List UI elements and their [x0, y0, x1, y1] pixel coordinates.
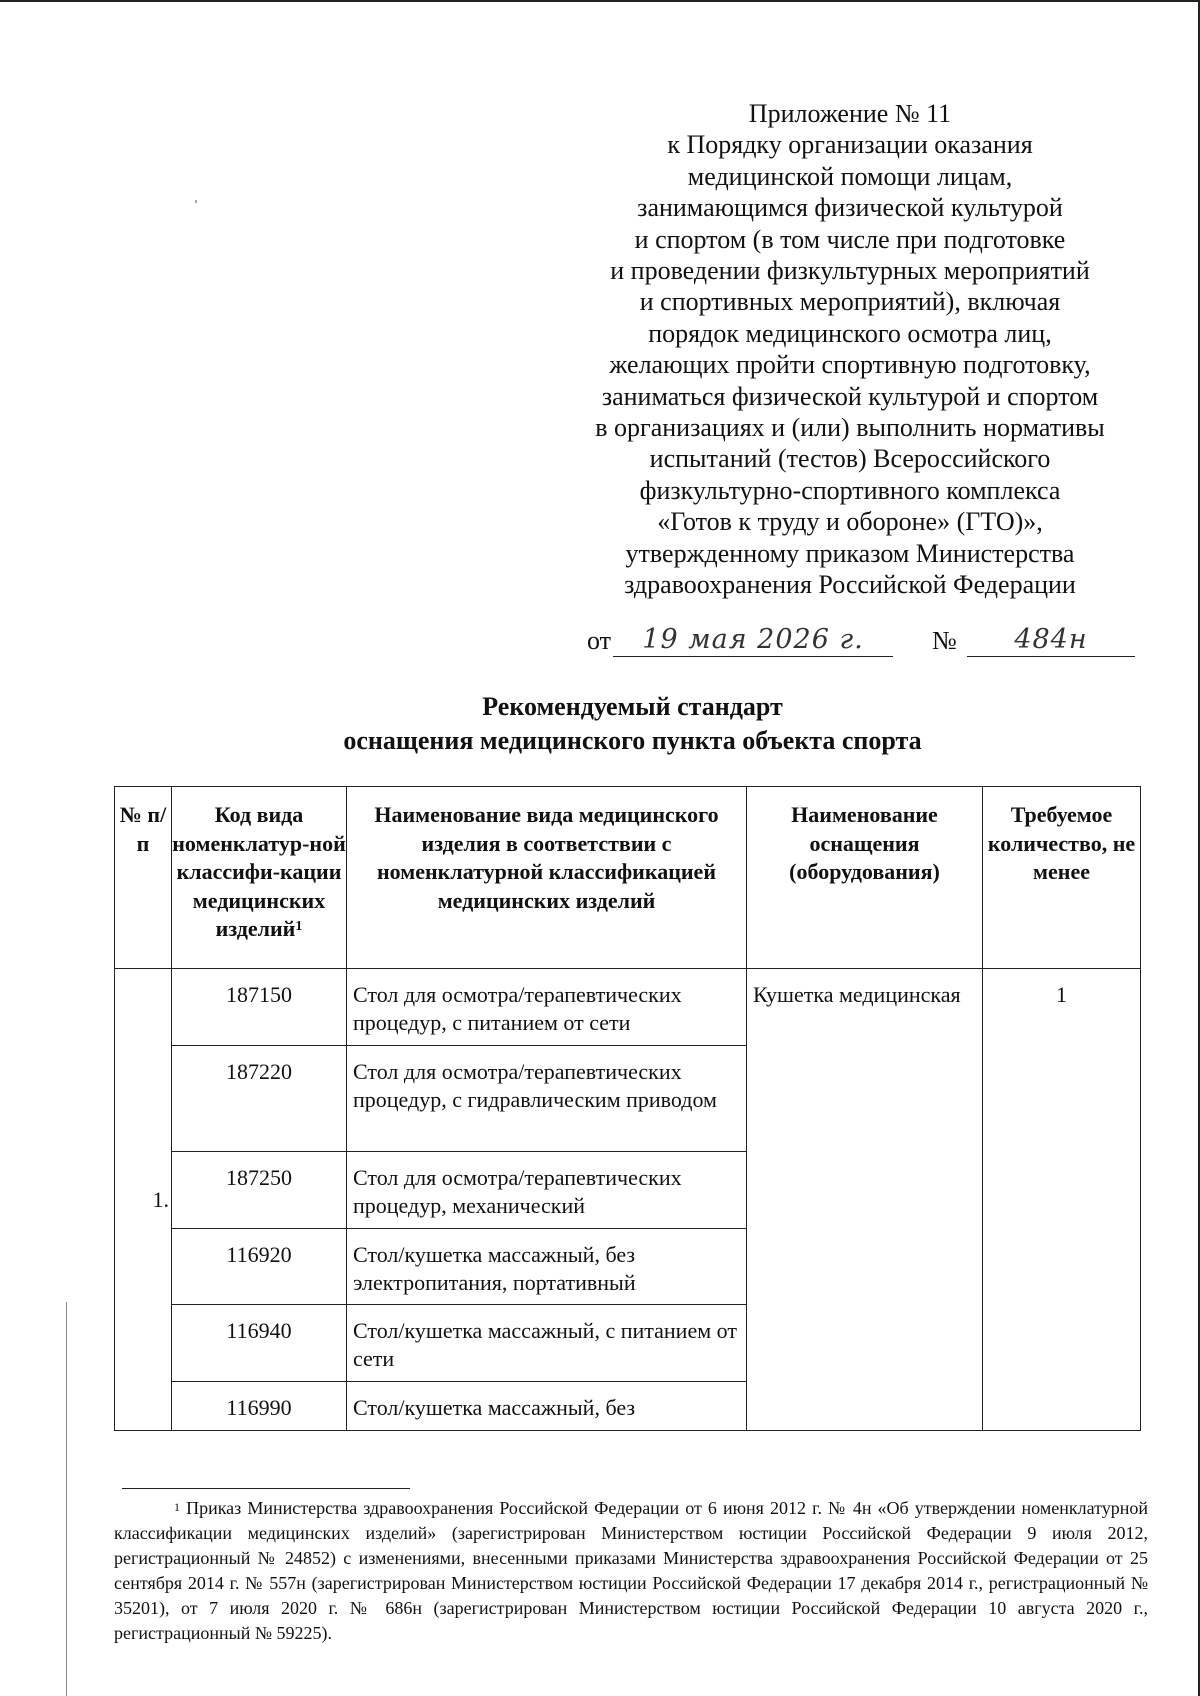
quantity-cell: 1 — [983, 969, 1141, 1431]
footnote-separator — [122, 1488, 410, 1489]
order-number-label: № — [932, 626, 957, 655]
code-cell: 116990 — [172, 1382, 347, 1431]
equipment-name-cell: Кушетка медицинская — [747, 969, 983, 1431]
device-name-cell: Стол/кушетка массажный, с питанием от сети — [347, 1305, 747, 1382]
device-name-cell: Стол для осмотра/терапевтических процедур, механический — [347, 1152, 747, 1229]
order-date-handwritten: 19 мая 2026 г. — [613, 624, 893, 657]
header-quantity-text: Требуемое количество, не менее — [987, 802, 1136, 884]
code-cell: 187150 — [172, 969, 347, 1046]
header-equipment — [747, 787, 983, 969]
appendix-line: и спортом (в том числе при подготовке — [634, 224, 1066, 254]
group-number-cell: 1. — [115, 969, 172, 1431]
appendix-line: и спортивных мероприятий), включая — [639, 287, 1061, 317]
appendix-line: заниматься физической культурой и спортом — [601, 381, 1099, 411]
device-name-cell: Стол/кушетка массажный, без — [347, 1382, 747, 1431]
header-device-name-text: Наименование вида медицинского изделия в соответствии с номенклатурной классификацией медицинских изделий — [374, 802, 719, 913]
header-quantity — [983, 787, 1141, 969]
header-number — [115, 787, 172, 969]
title-line-2: оснащения медицинского пункта объекта спорта — [343, 726, 922, 755]
appendix-line: физкультурно-спортивного комплекса — [639, 475, 1061, 505]
appendix-line: здравоохранения Российской Федерации — [624, 570, 1076, 600]
device-name-cell: Стол для осмотра/терапевтических процедур, с питанием от сети — [347, 969, 747, 1046]
order-number-handwritten: 484н — [967, 624, 1135, 657]
code-cell: 187220 — [172, 1046, 347, 1152]
appendix-line: и проведении физкультурных мероприятий — [610, 256, 1090, 286]
device-name-cell: Стол/кушетка массажный, без электропитания, портативный — [347, 1229, 747, 1305]
appendix-line: «Готов к труду и обороне» (ГТО)», — [657, 507, 1043, 537]
appendix-line: утвержденному приказом Министерства — [625, 538, 1075, 568]
appendix-header — [560, 98, 1140, 601]
appendix-line: в организациях и (или) выполнить нормативы — [595, 413, 1105, 443]
page-border-top — [0, 0, 1200, 2]
appendix-line: к Порядку организации оказания — [667, 130, 1033, 160]
equipment-standard-table — [114, 786, 1141, 1431]
header-equipment-text: Наименование оснащения (оборудования) — [789, 802, 940, 884]
code-cell: 116940 — [172, 1305, 347, 1382]
footnote-reference: 1 — [295, 919, 303, 934]
footnote-text: Приказ Министерства здравоохранения Российской Федерации от 6 июня 2012 г. № 4н «Об утверждении номенклатурной классификации медицинских изделий» (зарегистрирован Министерством юстиции Российской Федерации 9 июля 2012, регистрационный № 24852) с изменениями, внесенными приказами Министерства здравоохранения Российской Федерации от 25 сентября 2014 г. № 557н (зарегистрирован Министерством юстиции Российской Федерации 17 декабря 2014 г., регистрационный № 35201), от 7 июля 2020 г. № 686н (зарегистрирован Министерством юстиции Российской Федерации 10 августа 2020 г., регистрационный № 59225). — [114, 1498, 1148, 1643]
appendix-line: испытаний (тестов) Всероссийского — [649, 444, 1051, 474]
header-device-name — [347, 787, 747, 969]
code-cell: 187250 — [172, 1152, 347, 1229]
header-number-text: № п/п — [119, 802, 167, 856]
footnote — [114, 1496, 1148, 1646]
appendix-line: желающих пройти спортивную подготовку, — [609, 350, 1091, 380]
header-code — [172, 787, 347, 969]
table-header-row — [115, 787, 1141, 969]
title-line-1: Рекомендуемый стандарт — [482, 692, 783, 721]
device-name-cell: Стол для осмотра/терапевтических процедур, с гидравлическим приводом — [347, 1046, 747, 1152]
appendix-line: Приложение № 11 — [748, 99, 952, 128]
appendix-line: медицинской помощи лицам, — [687, 161, 1013, 191]
appendix-line: порядок медицинского осмотра лиц, — [648, 318, 1052, 348]
document-title — [0, 690, 1200, 758]
appendix-line: занимающимся физической культурой — [637, 193, 1063, 223]
order-from-label: от — [587, 626, 612, 655]
table-row — [115, 969, 1141, 1046]
code-cell: 116920 — [172, 1229, 347, 1305]
order-reference — [587, 626, 1137, 660]
scan-artifact-dot — [195, 200, 197, 203]
scan-artifact-line — [66, 1302, 67, 1696]
footnote-mark: 1 — [174, 1500, 180, 1514]
header-code-text: Код вида номенклатур-ной классифи-кации медицинских изделий — [172, 802, 346, 941]
